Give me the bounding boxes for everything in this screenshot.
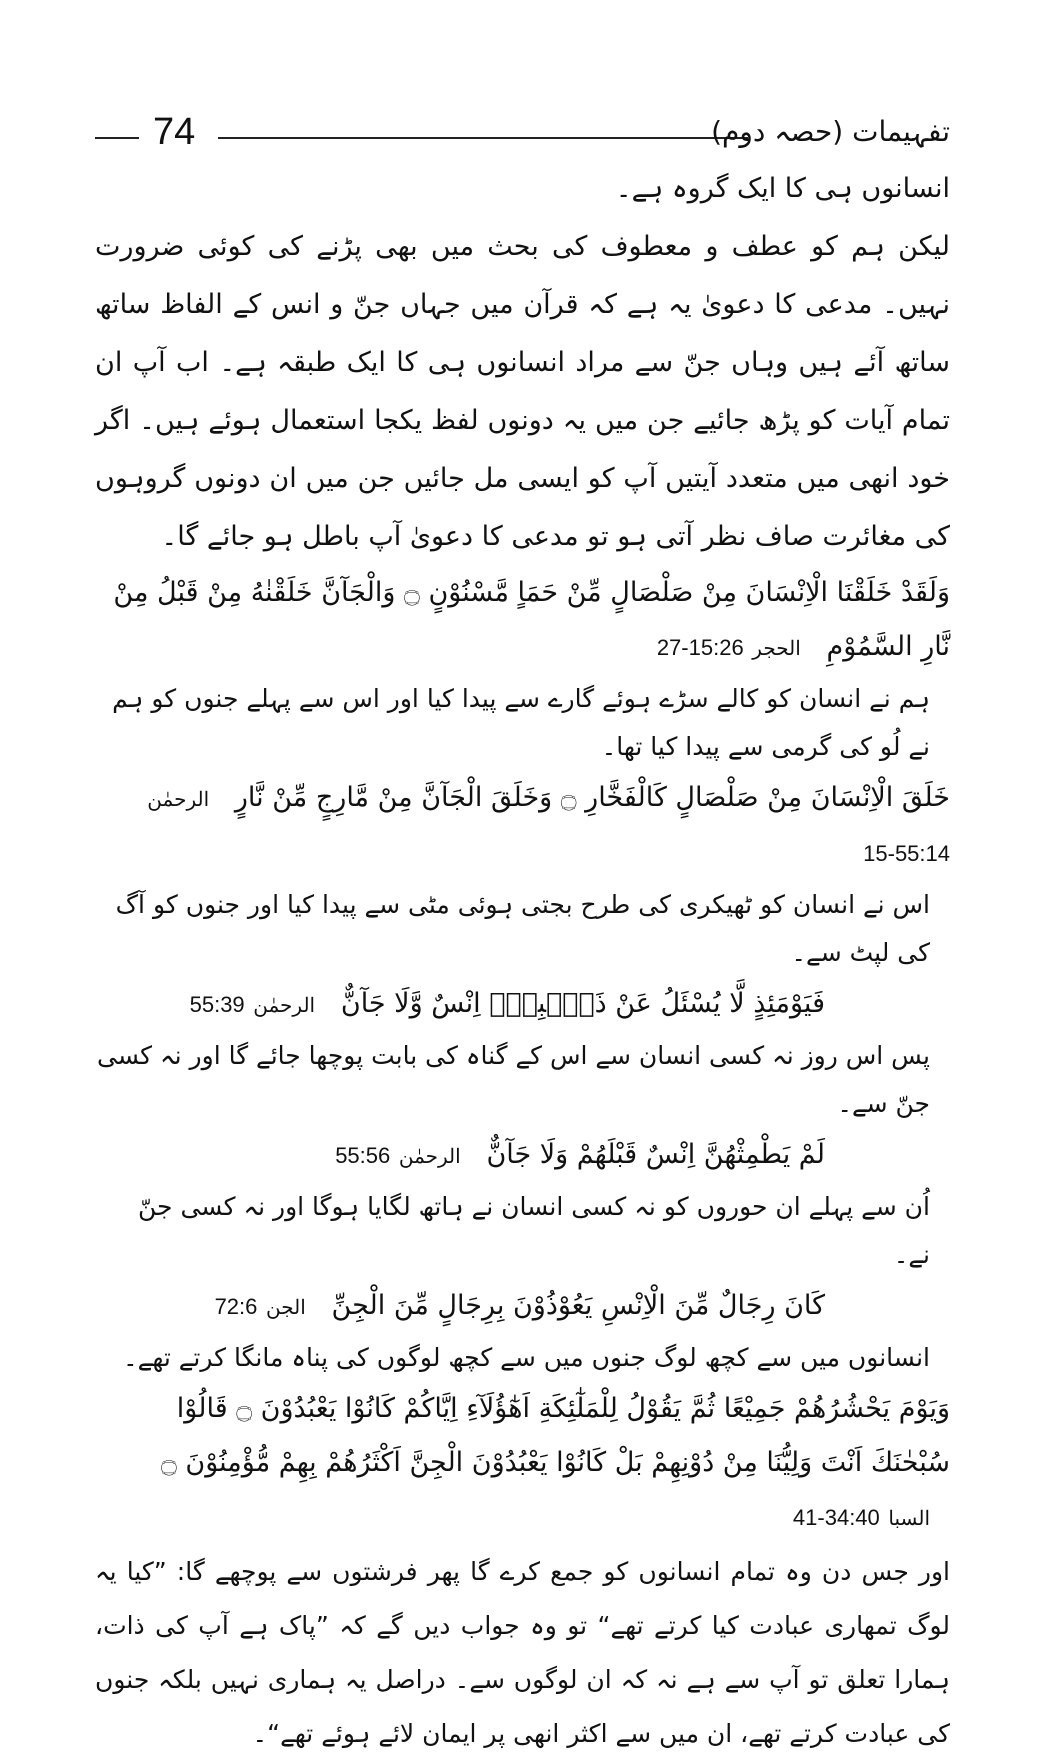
verse-surah: الجن [265, 1295, 306, 1319]
verse-translation: اس نے انسان کو ٹھیکری کی طرح بجتی ہوئی مٹی سے پیدا کیا اور جنوں کو آگ کی لپٹ سے۔ [115, 890, 930, 967]
verse-text: كَانَ رِجَالٌ مِّنَ الْاِنْسِ يَعُوْذُوْنَ بِرِجَالٍ مِّنَ الْجِنِّ [331, 1290, 825, 1321]
verse-reference-line [95, 1490, 950, 1545]
verse-arabic [95, 1128, 950, 1183]
verse-text: خَلَقَ الْاِنْسَانَ مِنْ صَلْصَالٍ كَالْفَخَّارِ ۝ وَخَلَقَ الْجَآنَّ مِنْ مَّارِجٍ مِّنْ نَّارٍ [234, 782, 950, 813]
header-rule-left [95, 137, 139, 139]
page-header [95, 110, 950, 154]
paragraph-main: لیکن ہم کو عطف و معطوف کی بحث میں بھی پڑنے کی کوئی ضرورت نہیں۔ مدعی کا دعویٰ یہ ہے کہ قرآن میں جہاں جنّ و انس کے الفاظ ساتھ ساتھ آئے ہیں وہاں جنّ سے مراد انسانوں ہی کا ایک طبقہ ہے۔ اب آپ ان تمام آیات کو پڑھ جائیے جن میں یہ دونوں لفظ یکجا استعمال ہوئے ہیں۔ اگر خود انھی میں متعدد آیتیں آپ کو ایسی مل جائیں جن میں ان دونوں گروہوں کی مغائرت صاف نظر آتی ہو تو مدعی کا دعویٰ آپ باطل ہو جائے گا۔ [95, 231, 950, 552]
verse-ref: 15:26-27 [656, 635, 744, 660]
header-rule-right [218, 137, 748, 139]
verse-surah: السبا [888, 1506, 930, 1530]
verse-arabic [95, 771, 950, 881]
verse-surah: الرحمٰن [253, 993, 316, 1017]
page-content [95, 160, 950, 1761]
book-title: تفہیمات (حصہ دوم) [711, 115, 950, 148]
closing-paragraph: اور جس دن وہ تمام انسانوں کو جمع کرے گا پھر فرشتوں سے پوچھے گا: ”کیا یہ لوگ تمھاری عبادت کیا کرتے تھے“ تو وہ جواب دیں گے کہ ”پاک ہے آپ کی ذات، ہمارا تعلق تو آپ سے ہے نہ کہ ان لوگوں سے۔ دراصل یہ ہماری نہیں بلکہ جنوں کی عبادت کرتے تھے، ان میں سے اکثر انھی پر ایمان لائے ہوئے تھے“۔ [95, 1557, 950, 1748]
verse-text: وَلَقَدْ خَلَقْنَا الْاِنْسَانَ مِنْ صَلْصَالٍ مِّنْ حَمَاٍ مَّسْنُوْنٍ ۝ وَالْجَآنَّ خَلَقْنٰهُ مِنْ قَبْلُ مِنْ نَّارِ السَّمُوْمِ [113, 577, 950, 662]
verse-translation: ہم نے انسان کو کالے سڑے ہوئے گارے سے پیدا کیا اور اس سے پہلے جنوں کو ہم نے لُو کی گرمی سے پیدا کیا تھا۔ [112, 684, 930, 761]
verse-ref: 55:56 [335, 1143, 391, 1168]
verse-ref: 55:39 [189, 992, 245, 1017]
verse-arabic [95, 566, 950, 675]
verse-arabic: وَيَوْمَ يَحْشُرُهُمْ جَمِيْعًا ثُمَّ يَقُوْلُ لِلْمَلٰٓئِكَةِ اَهٰٓؤُلَآءِ اِيَّاكُمْ كَانُوْا يَعْبُدُوْنَ ۝ قَالُوْا سُبْحٰنَكَ اَنْتَ وَلِيُّنَا مِنْ دُوْنِهِمْ بَلْ كَانُوْا يَعْبُدُوْنَ الْجِنَّ اَكْثَرُهُمْ بِهِمْ مُّؤْمِنُوْنَ ۝ [160, 1393, 950, 1478]
verse-arabic [95, 1279, 950, 1334]
verse-ref: 55:14-15 [863, 841, 950, 866]
verse-translation: انسانوں میں سے کچھ لوگ جنوں میں سے کچھ لوگوں کی پناہ مانگا کرتے تھے۔ [123, 1343, 930, 1372]
page-number: 74 [153, 111, 196, 153]
verse-ref: 34:40-41 [792, 1505, 880, 1530]
verse-block [95, 566, 950, 771]
verse-text: لَمْ يَطْمِثْهُنَّ اِنْسٌ قَبْلَهُمْ وَلَا جَآنٌّ [486, 1139, 825, 1170]
verse-block [95, 1279, 950, 1382]
verse-block-long [95, 1382, 950, 1545]
verse-translation: پس اس روز نہ کسی انسان سے اس کے گناہ کی بابت پوچھا جائے گا اور نہ کسی جنّ سے۔ [97, 1041, 930, 1118]
verse-surah: الحجر [752, 636, 801, 660]
verse-translation: اُن سے پہلے ان حوروں کو نہ کسی انسان نے ہاتھ لگایا ہوگا اور نہ کسی جنّ نے۔ [138, 1192, 930, 1269]
verse-surah: الرحمٰن [398, 1144, 461, 1168]
verse-block [95, 977, 950, 1128]
intro-line: انسانوں ہی کا ایک گروہ ہے۔ [615, 173, 950, 204]
verse-text: فَيَوْمَئِذٍ لَّا يُسْئَلُ عَنْ ذَنْۢبِهٖٓ اِنْسٌ وَّلَا جَآنٌّ [340, 988, 825, 1019]
verse-surah: الرحمٰن [147, 787, 210, 811]
verse-block [95, 1128, 950, 1279]
verse-ref: 72:6 [214, 1294, 258, 1319]
verse-arabic [95, 977, 950, 1032]
verse-block [95, 771, 950, 977]
